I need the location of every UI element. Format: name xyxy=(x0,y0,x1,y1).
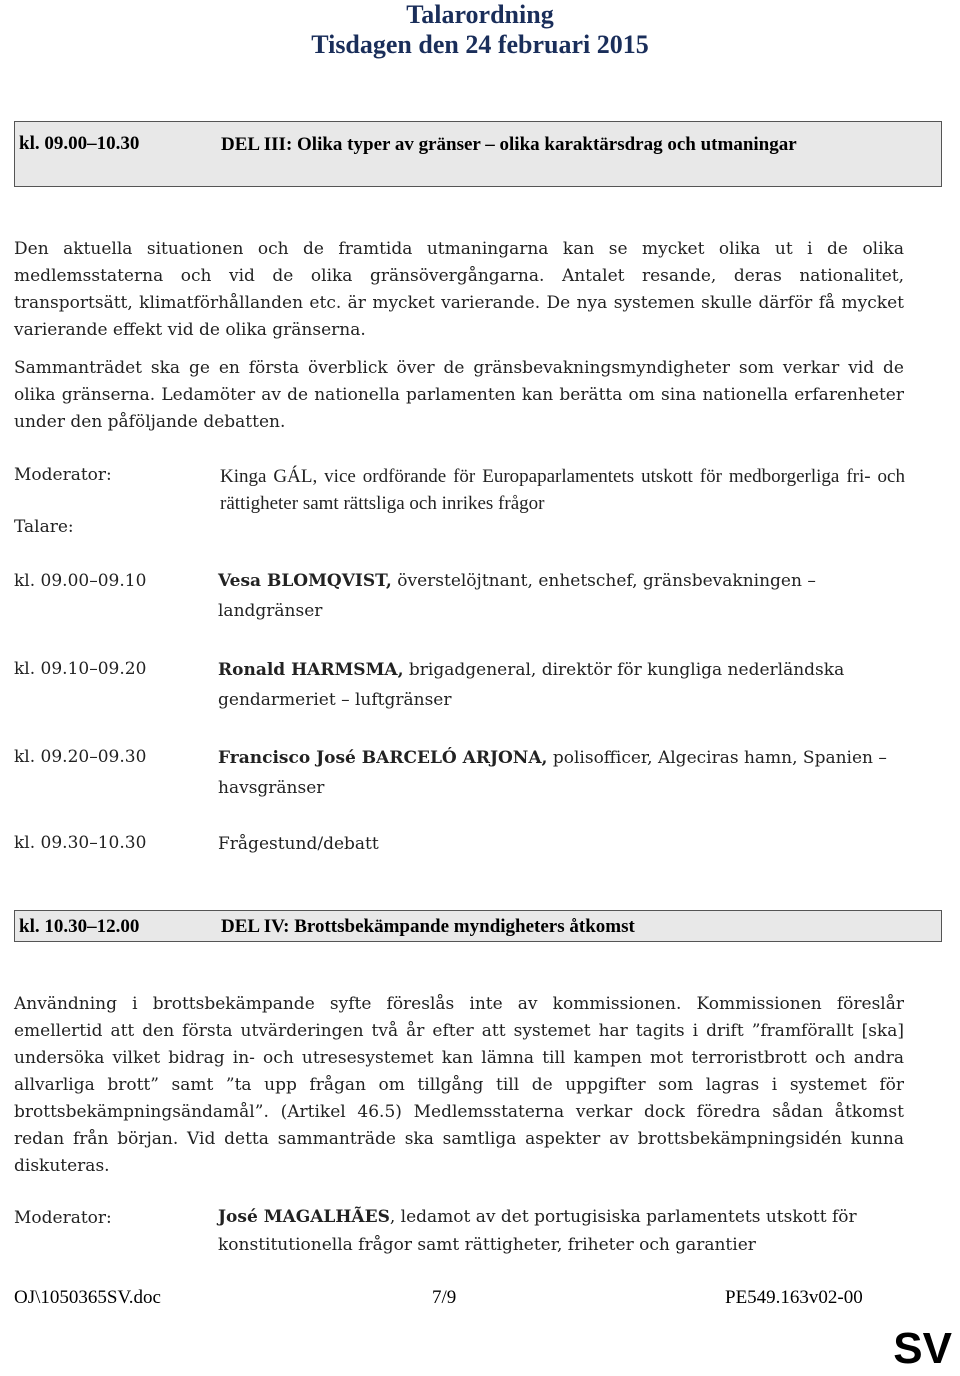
speaker-desc: polisofficer, Algeciras hamn, Spanien – havsgränser xyxy=(218,748,887,798)
speaker-desc: överstelöjtnant, enhetschef, gränsbevakningen – landgränser xyxy=(218,571,816,621)
section-title: DEL IV: Brottsbekämpande myndigheters åtkomst xyxy=(221,916,635,937)
speakers-label: Talare: xyxy=(14,517,74,537)
speaker-time: kl. 09.10–09.20 xyxy=(14,659,147,679)
speaker-entry xyxy=(218,743,918,803)
moderator-name: José MAGALHÃES xyxy=(218,1207,390,1227)
moderator-desc: , ledamot av det portugisiska parlamentets utskott för konstitutionella frågor samt rättigheter, friheter och garantier xyxy=(218,1207,857,1255)
footer-page-number: 7/9 xyxy=(432,1287,457,1308)
section-header-part4 xyxy=(14,910,942,942)
speaker-name: Francisco José BARCELÓ ARJONA, xyxy=(218,748,548,768)
language-badge: SV xyxy=(893,1324,952,1373)
page-title: Talarordning xyxy=(406,0,554,29)
section-time: kl. 10.30–12.00 xyxy=(19,916,140,937)
speaker-name: Vesa BLOMQVIST, xyxy=(218,571,392,591)
moderator-entry xyxy=(218,1203,918,1259)
section-title: DEL III: Olika typer av gränser – olika karaktärsdrag och utmaningar xyxy=(221,134,797,155)
speaker-name: Ronald HARMSMA, xyxy=(218,660,404,680)
speaker-desc: Frågestund/debatt xyxy=(218,834,379,854)
section-time: kl. 09.00–10.30 xyxy=(19,133,140,154)
speaker-desc: brigadgeneral, direktör för kungliga nederländska gendarmeriet – luftgränser xyxy=(218,660,845,710)
moderator-label: Moderator: xyxy=(14,465,112,485)
speaker-entry xyxy=(218,829,918,859)
moderator-label: Moderator: xyxy=(14,1208,112,1228)
speaker-entry xyxy=(218,566,918,626)
paragraph: Användning i brottsbekämpande syfte föreslås inte av kommissionen. Kommissionen föreslår emellertid att den första utvärderingen två år efter att systemet har tagits i drift ”framförallt [ska] undersöka vilket bidrag in- och utresesystemet kan lämna till kampen mot terroristbrott och andra allvarliga brott” samt ”ta upp frågan om tillgång till de uppgifter som lagras i systemet för brottsbekämpningsändamål”. (Artikel 46.5) Medlemsstaterna verkar dock föredra sådan åtkomst redan från början. Vid detta sammanträde ska samtliga aspekter av brottsbekämpningsidén kunna diskuteras. xyxy=(14,994,904,1176)
footer-doc-ref: OJ\1050365SV.doc xyxy=(14,1287,161,1308)
speaker-time: kl. 09.00–09.10 xyxy=(14,571,147,591)
paragraph: Sammanträdet ska ge en första överblick över de gränsbevakningsmyndigheter som verkar vid de olika gränserna. Ledamöter av de nationella parlamenten kan berätta om sina nationella erfarenheter under den påföljande debatten. xyxy=(14,358,904,432)
speaker-time: kl. 09.30–10.30 xyxy=(14,833,147,853)
page-date: Tisdagen den 24 februari 2015 xyxy=(311,30,649,59)
paragraph: Den aktuella situationen och de framtida utmaningarna kan se mycket olika ut i de olika medlemsstaterna och vid de olika gränsövergångarna. Antalet resande, deras nationalitet, transportsätt, klimatförhållanden etc. är mycket varierande. De nya systemen skulle därför få mycket varierande effekt vid de olika gränserna. xyxy=(14,239,904,340)
section-header-part3 xyxy=(14,121,942,187)
moderator-text: Kinga GÁL, vice ordförande för Europaparlamentets utskott för medborgerliga fri- och rättigheter samt rättsliga och inrikes frågor xyxy=(220,466,905,514)
speaker-entry xyxy=(218,655,918,715)
speaker-time: kl. 09.20–09.30 xyxy=(14,747,147,767)
footer-pe-ref: PE549.163v02-00 xyxy=(725,1287,863,1308)
